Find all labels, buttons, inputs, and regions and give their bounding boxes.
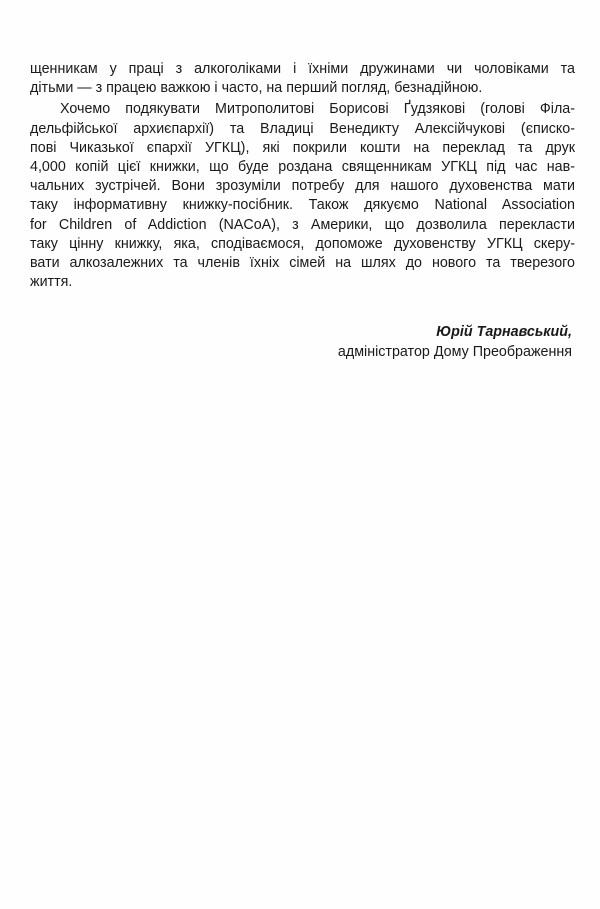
paragraph-2-line: чальних зустрічей. Вони зрозуміли потребу для нашого духовенства мати <box>30 178 575 195</box>
body-text <box>30 60 575 292</box>
paragraph-2-line: пові Чиказької єпархії УГКЦ), які покрили кошти на переклад та друк <box>30 139 575 156</box>
paragraph-2-line: вати алкозалежних та членів їхніх сімей на шлях до нового та тверезого <box>30 255 575 272</box>
paragraph-2-line: for Children of Addiction (NACoA), з Америки, що дозволила перекласти <box>30 216 575 233</box>
signature-block <box>222 322 572 362</box>
paragraph-1-line: щенникам у праці з алкоголіками і їхніми дружинами чи чоловіками та <box>30 61 575 77</box>
paragraph-2-line: життя. <box>30 274 73 291</box>
paragraph-2-line: дельфійської архиєпархії) та Владиці Венедикту Алексійчукові (єписко- <box>30 120 575 137</box>
paragraph-2-line: таку інформативну книжку-посібник. Також дякуємо National Association <box>30 197 575 214</box>
signature-role: адміністратор Дому Преображення <box>337 344 572 360</box>
signature-name: Юрій Тарнавський, <box>436 324 572 340</box>
paragraph-1-line: дітьми — з працею важкою і часто, на перший погляд, безнадійною. <box>30 80 483 97</box>
paragraph-2-line: Хочемо подякувати Митрополитові Борисові Ґудзякові (голові Філа- <box>60 101 575 118</box>
paragraph-2-line: таку цінну книжку, яка, сподіваємося, допоможе духовенству УГКЦ скеру- <box>30 235 575 252</box>
paragraph-2-line: 4,000 копій цієї книжки, що буде роздана священникам УГКЦ під час нав- <box>30 159 575 176</box>
